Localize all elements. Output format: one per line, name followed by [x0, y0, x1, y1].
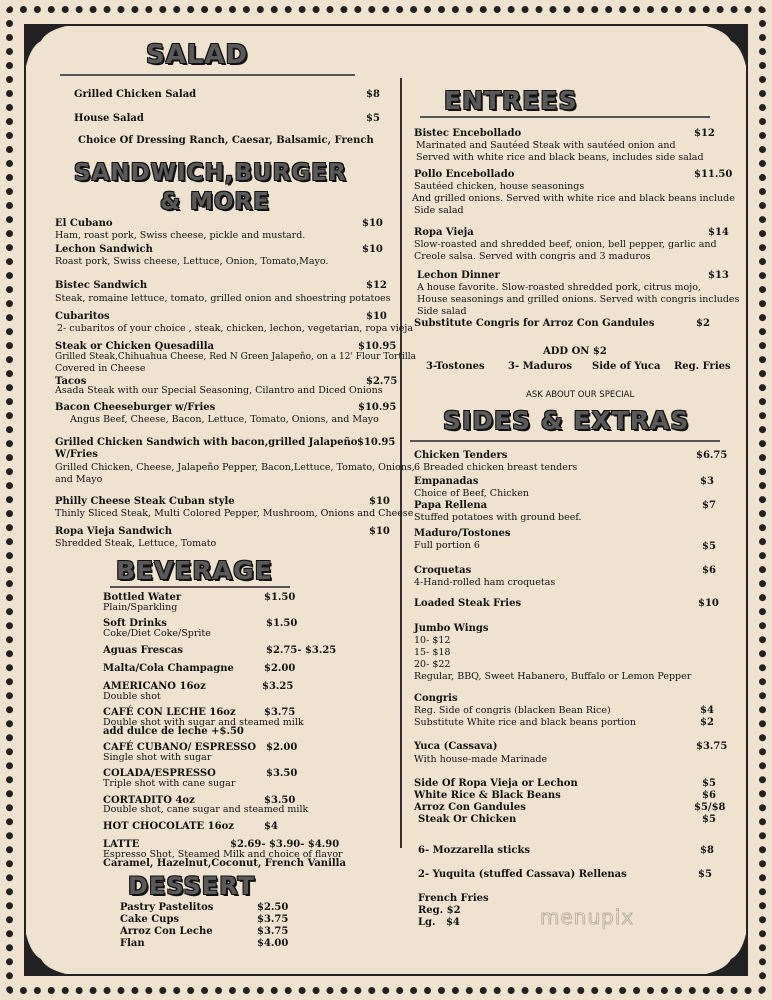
menu-item-name: Philly Cheese Steak Cuban style — [55, 496, 235, 507]
menu-item-price: $2 — [696, 318, 710, 329]
sides-rule — [410, 440, 720, 442]
entrees-rule — [420, 116, 710, 118]
menu-item-name: El Cubano — [55, 218, 113, 229]
menu-item-desc: Full portion 6 — [414, 540, 480, 551]
menu-item-desc: House seasonings and grilled onions. Served with congris includes — [417, 294, 740, 305]
menu-item-price: $4.00 — [257, 938, 289, 949]
menu-item-name: Cubaritos — [55, 311, 110, 322]
menu-item-desc: Steak, romaine lettuce, tomato, grilled onion and shoestring potatoes — [55, 293, 391, 304]
menu-item-price: $6.75 — [696, 450, 728, 461]
menu-item-price: $2.75- $3.25 — [266, 645, 337, 656]
corner-ornament-icon — [706, 934, 746, 974]
menu-item-name: Empanadas — [414, 476, 479, 487]
menu-item-price: $10 — [366, 311, 387, 322]
menu-item-name: Malta/Cola Champagne — [103, 663, 234, 674]
menu-item-price: $1.50 — [266, 618, 298, 629]
menu-item-desc: 4-Hand-rolled ham croquetas — [414, 577, 556, 588]
menupix-watermark: menupix — [540, 905, 635, 929]
menu-item-price: $10 — [698, 598, 719, 609]
menu-item-name: Yuca (Cassava) — [414, 741, 498, 752]
menu-item-price: $2.75 — [366, 376, 398, 387]
menu-item-desc: 6 Breaded chicken breast tenders — [414, 462, 578, 473]
menu-item-name: Pollo Encebollado — [414, 169, 515, 180]
menu-item-name: Flan — [120, 938, 145, 949]
menu-item-desc: Side salad — [417, 306, 467, 317]
menu-item-desc: Reg. $2 — [418, 905, 461, 916]
menu-item-name: Substitute Congris for Arroz Con Gandules — [414, 318, 655, 329]
menu-item-name: HOT CHOCOLATE 16oz — [103, 821, 234, 832]
menu-item-desc: 2- cubaritos of your choice , steak, chicken, lechon, vegetarian, ropa vieja — [57, 323, 414, 334]
menu-item-desc: Double shot — [103, 691, 161, 702]
menu-item-desc: Roast pork, Swiss cheese, Lettuce, Onion, Tomato,Mayo. — [55, 256, 329, 267]
menu-item-desc: Side salad — [414, 205, 464, 216]
menu-item-price: $10 — [362, 218, 383, 229]
menu-item-desc: Espresso Shot, Steamed Milk and choice of flavor — [103, 849, 343, 860]
menu-item-price: $1.50 — [264, 592, 296, 603]
menu-item-name: Bacon Cheeseburger w/Fries — [55, 402, 216, 413]
menu-item-price: $5 — [366, 113, 380, 124]
menu-item-price: $2.69- $3.90- $4.90 — [230, 839, 340, 850]
menu-item-price: $5 — [698, 869, 712, 880]
menu-item-name: Papa Rellena — [414, 500, 488, 511]
menu-item-name: Arroz Con Gandules — [414, 802, 526, 813]
menu-item-price: $10 — [369, 526, 390, 537]
menu-item-price: $10.95 — [358, 402, 397, 413]
menu-item-price: $12 — [694, 128, 715, 139]
add-on-item: 3- Maduros — [508, 361, 572, 372]
sandwich-heading-line2: & MORE — [160, 189, 270, 215]
sides-heading: SIDES & EXTRAS — [443, 406, 690, 435]
menu-item-desc: Reg. Side of congris (blacken Bean Rice) — [414, 705, 611, 716]
menu-item-name: French Fries — [418, 893, 489, 904]
add-on-item: Side of Yuca — [592, 361, 661, 372]
menu-item-price: $5/$8 — [694, 802, 726, 813]
menu-item-name: Grilled Chicken Sandwich with bacon,grilled Jalapeño — [55, 437, 358, 448]
menu-item-name: Loaded Steak Fries — [414, 598, 522, 609]
menu-item-price: $3.75 — [696, 741, 728, 752]
dessert-heading: DESSERT — [128, 872, 255, 900]
corner-ornament-icon — [706, 26, 746, 66]
menu-item-price: $10.95 — [358, 341, 397, 352]
menu-item-desc: Double shot, cane sugar and steamed milk — [103, 804, 309, 815]
menu-item-desc: Shredded Steak, Lettuce, Tomato — [55, 538, 217, 549]
menu-item-desc: Substitute White rice and black beans portion — [414, 717, 636, 728]
menu-item-name: Maduro/Tostones — [414, 528, 511, 539]
menu-item-name: Ropa Vieja — [414, 227, 474, 238]
menu-item-desc: Grilled Steak,Chihuahua Cheese, Red N Green Jalapeño, on a 12' Flour Tortilla — [55, 352, 416, 362]
menu-item-name: Side Of Ropa Vieja or Lechon — [414, 778, 578, 789]
menu-item-name: W/Fries — [55, 449, 98, 460]
menu-item-name: Lechon Dinner — [417, 270, 500, 281]
menu-item-price: $11.50 — [694, 169, 733, 180]
add-on-item: 3-Tostones — [426, 361, 485, 372]
corner-ornament-icon — [26, 26, 66, 66]
beverage-rule — [110, 586, 290, 588]
menu-item-price: $8 — [700, 845, 714, 856]
menu-item-desc: Choice of Beef, Chicken — [414, 488, 530, 499]
menu-item-name: Bottled Water — [103, 592, 182, 603]
beverage-heading: BEVERAGE — [116, 556, 273, 585]
menu-item-desc: Slow-roasted and shredded beef, onion, bell pepper, garlic and — [414, 239, 717, 250]
menu-item-price: $10 — [362, 244, 383, 255]
menu-item-name: White Rice & Black Beans — [414, 790, 561, 801]
dressing-choices: Choice Of Dressing Ranch, Caesar, Balsamic, French — [78, 135, 374, 146]
menu-item-price: $5 — [702, 778, 716, 789]
menu-item-name: AMERICANO 16oz — [103, 681, 206, 692]
menu-item-desc: Triple shot with cane sugar — [103, 778, 236, 789]
menu-item-desc: Sautéed chicken, house seasonings — [414, 181, 585, 192]
menu-item-desc: Creole salsa. Served with congris and 3 maduros — [414, 251, 651, 262]
menu-item-name: Ropa Vieja Sandwich — [55, 526, 172, 537]
salad-rule — [60, 74, 355, 76]
menu-item-price: $5 — [702, 541, 716, 552]
menu-item-name: 6- Mozzarella sticks — [418, 845, 531, 856]
add-on-title: ADD ON $2 — [543, 346, 607, 357]
menu-item-name: House Salad — [74, 113, 144, 124]
menu-item-price: $2.00 — [266, 742, 298, 753]
menu-item-name: Steak or Chicken Quesadilla — [55, 341, 214, 352]
menu-item-name: Bistec Sandwich — [55, 280, 148, 291]
sandwich-heading: SANDWICH,BURGER — [74, 160, 347, 186]
menu-item-desc: Coke/Diet Coke/Sprite — [103, 628, 211, 639]
menu-item-desc: Regular, BBQ, Sweet Habanero, Buffalo or Lemon Pepper — [414, 671, 692, 682]
menu-item-price: $4 — [264, 821, 278, 832]
menu-item-name: Jumbo Wings — [414, 623, 489, 634]
menu-item-name: LATTE — [103, 839, 140, 850]
menu-item-price: $10 — [369, 496, 390, 507]
menu-item-price: $2.00 — [264, 663, 296, 674]
menu-item-extra: add dulce de leche +$.50 — [103, 726, 244, 737]
menu-item-name: CAFÉ CON LECHE 16oz — [103, 707, 236, 718]
menu-item-price: $7 — [702, 500, 716, 511]
menu-item-name: Croquetas — [414, 565, 472, 576]
menu-item-desc: Marinated and Sautéed Steak with sautéed onion and — [416, 140, 676, 151]
salad-heading: SALAD — [146, 40, 249, 70]
menu-item-price: $8 — [366, 89, 380, 100]
menu-item-price: $3.50 — [266, 768, 298, 779]
menu-item-desc: And grilled onions. Served with white rice and black beans include — [412, 193, 735, 204]
menu-item-extra: Caramel, Hazelnut,Coconut, French Vanilla — [103, 858, 346, 869]
menu-item-desc: Plain/Sparkling — [103, 602, 178, 613]
menu-item-price: $5 — [702, 814, 716, 825]
add-on-item: Reg. Fries — [674, 361, 731, 372]
menu-item-name: Chicken Tenders — [414, 450, 508, 461]
menu-item-price: $12 — [366, 280, 387, 291]
menu-item-price: $6 — [702, 790, 716, 801]
menu-item-price: $3.25 — [262, 681, 294, 692]
menu-item-desc: Asada Steak with our Special Seasoning, Cilantro and Diced Onions — [55, 385, 383, 396]
menu-item-desc: Angus Beef, Cheese, Bacon, Lettuce, Tomato, Onions, and Mayo — [70, 414, 379, 425]
menu-item-desc: 10- $12 — [414, 635, 451, 646]
menu-item-name: Cake Cups — [120, 914, 180, 925]
menu-item-name: Aguas Frescas — [103, 645, 183, 656]
menu-item-desc: 15- $18 — [414, 647, 451, 658]
menu-item-price: $3.75 — [257, 914, 289, 925]
menu-item-name: Steak Or Chicken — [418, 814, 517, 825]
menu-item-price: $6 — [702, 565, 716, 576]
menu-item-name: Lechon Sandwich — [55, 244, 153, 255]
menu-item-name: CAFÉ CUBANO/ ESPRESSO — [103, 742, 257, 753]
menu-item-name: CORTADITO 4oz — [103, 795, 195, 806]
menu-item-name: Grilled Chicken Salad — [74, 89, 197, 100]
menu-item-desc: Covered in Cheese — [55, 363, 146, 374]
menu-item-desc: Served with white rice and black beans, includes side salad — [416, 152, 704, 163]
menu-item-price: $10.95 — [357, 437, 396, 448]
menu-item-price: $3.75 — [257, 926, 289, 937]
menu-item-name: 2- Yuquita (stuffed Cassava) Rellenas — [418, 869, 627, 880]
corner-ornament-icon — [26, 934, 66, 974]
menu-item-desc: Stuffed potatoes with ground beef. — [414, 512, 582, 523]
menu-item-name: Tacos — [55, 376, 87, 387]
menu-item-desc: A house favorite. Slow-roasted shredded pork, citrus mojo, — [417, 282, 701, 293]
menu-item-desc: Thinly Sliced Steak, Multi Colored Pepper, Mushroom, Onions and Cheese — [55, 508, 414, 519]
menu-item-name: COLADA/ESPRESSO — [103, 768, 216, 779]
menu-item-desc: With house-made Marinade — [414, 754, 548, 765]
menu-item-price: $3.75 — [264, 707, 296, 718]
menu-item-name: Congris — [414, 693, 458, 704]
menu-item-desc: Single shot with sugar — [103, 752, 212, 763]
menu-item-price: $3 — [700, 476, 714, 487]
menu-item-price: $4 — [700, 705, 714, 716]
menu-item-desc: Lg. $4 — [418, 917, 460, 928]
menu-item-price: $14 — [708, 227, 729, 238]
menu-item-price: $2.50 — [257, 902, 289, 913]
menu-item-desc: Grilled Chicken, Cheese, Jalapeño Pepper, Bacon,Lettuce, Tomato, Onions, — [55, 462, 415, 473]
menu-item-desc: Double shot with sugar and steamed milk — [103, 717, 304, 728]
menu-item-desc: and Mayo — [55, 474, 103, 485]
menu-item-price: $13 — [708, 270, 729, 281]
special-note: ASK ABOUT OUR SPECIAL — [526, 390, 635, 400]
menu-item-name: Pastry Pastelitos — [120, 902, 214, 913]
menu-item-desc: Ham, roast pork, Swiss cheese, pickle and mustard. — [55, 230, 306, 241]
entrees-heading: ENTREES — [444, 86, 578, 115]
menu-item-price: $3.50 — [264, 795, 296, 806]
menu-item-name: Soft Drinks — [103, 618, 167, 629]
menu-item-name: Bistec Encebollado — [414, 128, 522, 139]
menu-item-price: $2 — [700, 717, 714, 728]
menu-item-desc: 20- $22 — [414, 659, 451, 670]
menu-item-name: Arroz Con Leche — [120, 926, 213, 937]
